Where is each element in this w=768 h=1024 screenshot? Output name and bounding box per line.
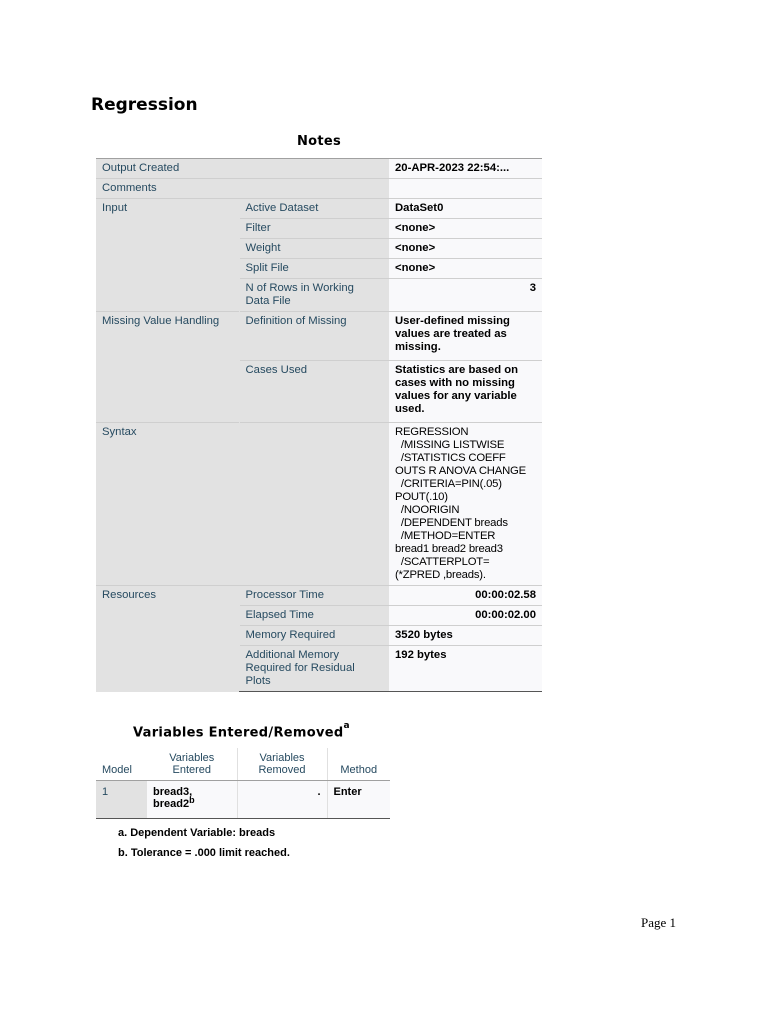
additional-memory-label: Additional Memory Required for Residual Plots [239, 646, 389, 692]
variables-entered-footnote-marker: b [189, 795, 195, 805]
definition-missing-label: Definition of Missing [239, 312, 389, 361]
method-cell: Enter [327, 781, 390, 819]
page-heading: Regression [91, 95, 198, 115]
footnote-a: a. Dependent Variable: breads [118, 827, 276, 839]
weight-label: Weight [239, 239, 389, 259]
model-cell: 1 [96, 781, 147, 819]
memory-required-label: Memory Required [239, 626, 389, 646]
notes-row-processor-time [96, 586, 542, 606]
input-label: Input [96, 199, 239, 312]
notes-row-comments [96, 179, 542, 199]
notes-row-output-created [96, 159, 542, 179]
notes-row-definition-missing [96, 312, 542, 361]
active-dataset-label: Active Dataset [239, 199, 389, 219]
cases-used-label: Cases Used [239, 361, 389, 423]
variables-entered-removed-table [96, 748, 390, 819]
notes-title: Notes [296, 134, 342, 149]
comments-label: Comments [96, 179, 389, 199]
elapsed-time-value: 00:00:02.00 [389, 606, 542, 626]
cases-used-value: Statistics are based on cases with no missing values for any variable used. [389, 361, 542, 423]
table-row [96, 781, 390, 819]
notes-row-active-dataset [96, 199, 542, 219]
variables-header-row [96, 748, 390, 781]
syntax-value: REGRESSION /MISSING LISTWISE /STATISTICS COEFF OUTS R ANOVA CHANGE /CRITERIA=PIN(.05) POUT(.10) /NOORIGIN /DEPENDENT breads /METHOD=ENTER bread1 bread2 bread3 /SCATTERPLOT= (*ZPRED ,breads). [389, 423, 542, 586]
variables-title-text: Variables Entered/Removed [133, 725, 344, 741]
syntax-label: Syntax [96, 423, 389, 586]
processor-time-label: Processor Time [239, 586, 389, 606]
missing-value-handling-label: Missing Value Handling [96, 312, 239, 423]
notes-table [96, 158, 542, 692]
resources-label: Resources [96, 586, 239, 692]
variables-removed-header: Variables Removed [237, 748, 327, 781]
split-file-label: Split File [239, 259, 389, 279]
n-rows-label: N of Rows in Working Data File [239, 279, 389, 312]
variables-entered-cell [147, 781, 237, 819]
elapsed-time-label: Elapsed Time [239, 606, 389, 626]
split-file-value: <none> [389, 259, 542, 279]
method-header: Method [327, 748, 390, 781]
memory-required-value: 3520 bytes [389, 626, 542, 646]
footnote-b: b. Tolerance = .000 limit reached. [118, 847, 290, 859]
processor-time-value: 00:00:02.58 [389, 586, 542, 606]
additional-memory-value: 192 bytes [389, 646, 542, 692]
output-created-value: 20-APR-2023 22:54:... [389, 159, 542, 179]
variables-entered-value: bread3, bread2 [153, 786, 193, 810]
variables-entered-removed-title [133, 721, 350, 741]
variables-removed-cell: . [237, 781, 327, 819]
model-header: Model [96, 748, 147, 781]
page-number: Page 1 [641, 915, 677, 930]
definition-missing-value: User-defined missing values are treated as missing. [389, 312, 542, 361]
filter-label: Filter [239, 219, 389, 239]
filter-value: <none> [389, 219, 542, 239]
comments-value [389, 179, 542, 199]
n-rows-value: 3 [389, 279, 542, 312]
active-dataset-value: DataSet0 [389, 199, 542, 219]
variables-title-footnote-marker: a [343, 721, 350, 731]
notes-row-syntax [96, 423, 542, 586]
output-created-label: Output Created [96, 159, 389, 179]
variables-entered-header: Variables Entered [147, 748, 237, 781]
weight-value: <none> [389, 239, 542, 259]
